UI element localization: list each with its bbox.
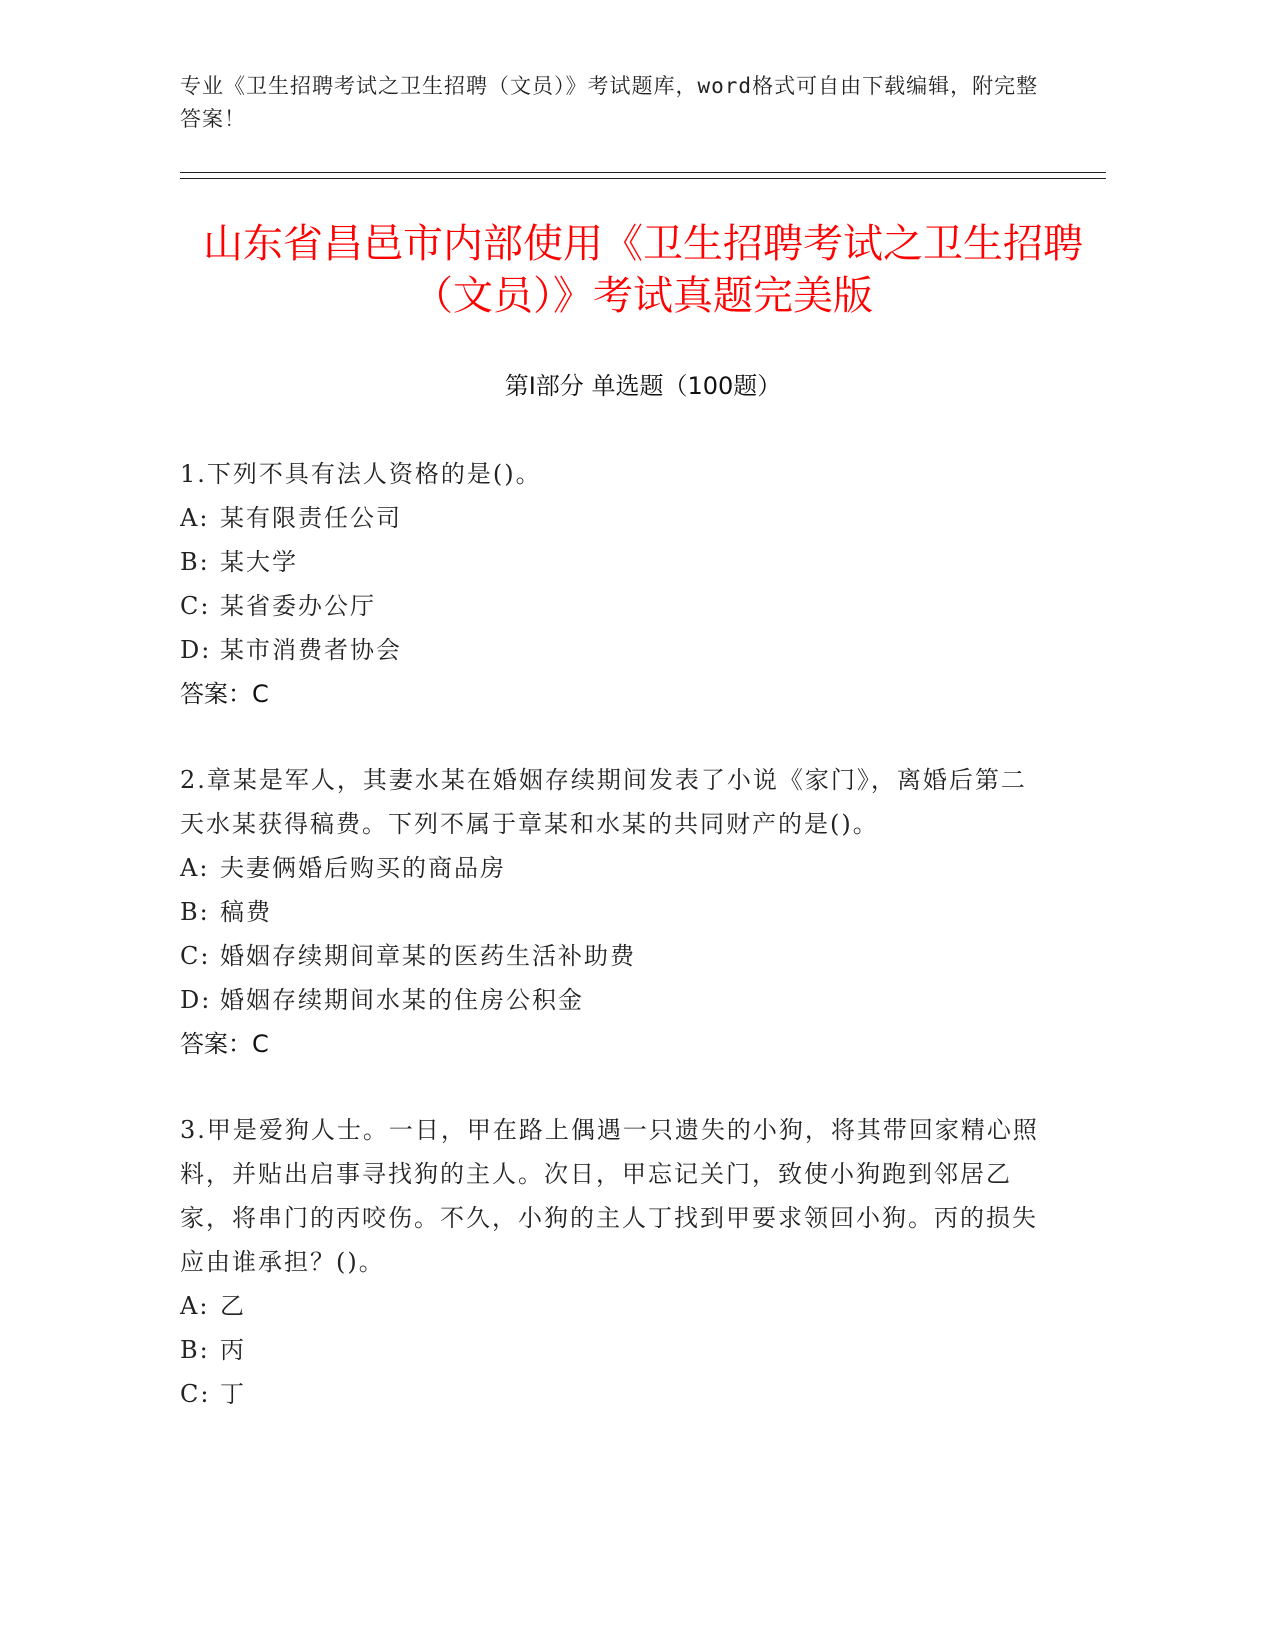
option-text: 丁 (220, 1380, 246, 1408)
option-b (180, 1328, 1040, 1372)
option-text: 婚姻存续期间章某的医药生活补助费 (220, 942, 636, 970)
question-stem: 2.章某是军人，其妻水某在婚姻存续期间发表了小说《家门》，离婚后第二天水某获得稿费。下列不属于章某和水某的共同财产的是()。 (180, 766, 1027, 838)
option-text: 某大学 (220, 548, 298, 576)
answer-label: 答案： (180, 1030, 252, 1058)
option-text: 丙 (220, 1336, 246, 1364)
answer-label: 答案： (180, 680, 252, 708)
header-divider-second (180, 178, 1106, 179)
answer-value: C (252, 1030, 269, 1058)
option-key: D: (180, 986, 212, 1014)
question-list (180, 452, 1040, 1458)
header-note: 专业《卫生招聘考试之卫生招聘（文员）》考试题库，word格式可自由下载编辑，附完整答案！ (180, 74, 1039, 131)
option-c (180, 934, 1040, 978)
option-key: A: (180, 1292, 210, 1320)
option-text: 乙 (220, 1292, 246, 1320)
option-key: C: (180, 942, 211, 970)
question-item (180, 1108, 1040, 1416)
option-text: 某省委办公厅 (220, 592, 376, 620)
header-divider (180, 172, 1106, 173)
option-key: A: (180, 504, 210, 532)
option-text: 稿费 (220, 898, 272, 926)
question-stem: 3.甲是爱狗人士。一日，甲在路上偶遇一只遗失的小狗，将其带回家精心照料，并贴出启事寻找狗的主人。次日，甲忘记关门，致使小狗跑到邻居乙家，将串门的丙咬伤。不久，小狗的主人丁找到甲要求领回小狗。丙的损失应由谁承担？()。 (180, 1116, 1039, 1276)
question-stem: 1.下列不具有法人资格的是()。 (180, 460, 542, 488)
option-text: 婚姻存续期间水某的住房公积金 (220, 986, 584, 1014)
option-text: 某市消费者协会 (220, 636, 402, 664)
document-title: 山东省昌邑市内部使用《卫生招聘考试之卫生招聘（文员）》考试真题完美版 (203, 221, 1083, 319)
option-key: B: (180, 1336, 210, 1364)
answer-value: C (252, 680, 269, 708)
option-key: C: (180, 592, 211, 620)
option-text: 某有限责任公司 (220, 504, 402, 532)
option-c (180, 1372, 1040, 1416)
answer-line (180, 1022, 1040, 1066)
option-d (180, 978, 1040, 1022)
option-key: A: (180, 854, 210, 882)
option-a (180, 846, 1040, 890)
option-text: 夫妻俩婚后购买的商品房 (220, 854, 506, 882)
option-a (180, 1284, 1040, 1328)
option-key: B: (180, 898, 210, 926)
option-c (180, 584, 1040, 628)
answer-line (180, 672, 1040, 716)
option-b (180, 890, 1040, 934)
option-key: C: (180, 1380, 211, 1408)
section-title: 第I部分 单选题（100题） (504, 372, 782, 400)
option-d (180, 628, 1040, 672)
option-key: D: (180, 636, 212, 664)
option-b (180, 540, 1040, 584)
question-item (180, 758, 1040, 1066)
option-key: B: (180, 548, 210, 576)
question-item (180, 452, 1040, 716)
option-a (180, 496, 1040, 540)
